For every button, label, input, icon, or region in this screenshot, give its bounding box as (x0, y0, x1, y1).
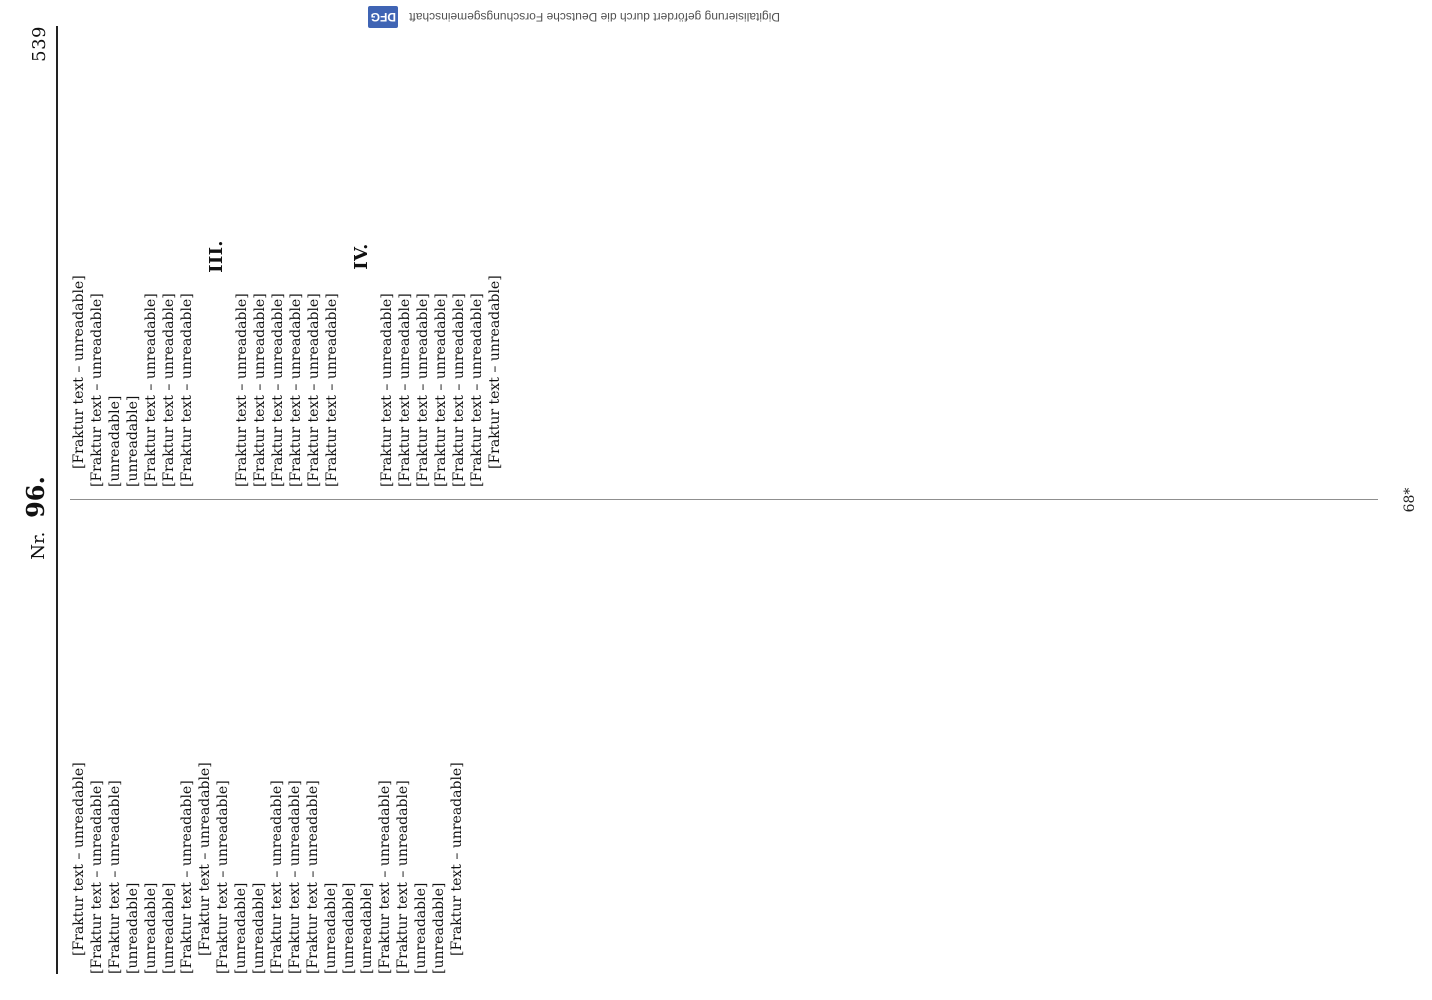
running-head-prefix: Nr. (28, 531, 49, 560)
digitization-stamp-text: Digitalisierung gefördert durch die Deutsche Forschungsgemeinschaft (409, 10, 780, 24)
ledger-row (124, 513, 142, 974)
ledger-row (358, 513, 376, 974)
text-line: [Fraktur text – unreadable] (306, 293, 322, 487)
text-line: [Fraktur text – unreadable] (252, 293, 268, 487)
ledger-row (412, 513, 430, 974)
text-line: [Fraktur text – unreadable] (288, 293, 304, 487)
digitization-stamp (220, 8, 780, 28)
text-line: [Fraktur text – unreadable] (395, 780, 411, 974)
ledger-row (430, 513, 448, 974)
page-number: 539 (29, 26, 50, 62)
ledger-row (124, 26, 142, 487)
page-footnote: 68* (1402, 487, 1418, 513)
text-line: [Fraktur text – unreadable] (234, 293, 250, 487)
text-line: [Fraktur text – unreadable] (397, 293, 413, 487)
ledger-row (160, 513, 178, 974)
ledger-label: [unreadable] (431, 882, 447, 974)
ledger-row (340, 513, 358, 974)
text-line: [Fraktur text – unreadable] (287, 780, 303, 974)
ledger-row (232, 513, 250, 974)
text-line: [Fraktur text – unreadable] (269, 780, 285, 974)
ledger-label: [unreadable] (233, 882, 249, 974)
ledger-row (106, 26, 124, 487)
text-line: [Fraktur text – unreadable] (179, 780, 195, 974)
ledger-label: [unreadable] (413, 882, 429, 974)
text-line: [Fraktur text – unreadable] (143, 293, 159, 487)
text-line: [Fraktur text – unreadable] (469, 293, 485, 487)
dfg-badge: DFG (368, 6, 397, 28)
ledger-label: [unreadable] (341, 882, 357, 974)
text-line: [Fraktur text – unreadable] (107, 780, 123, 974)
running-head-number: 96. (21, 476, 50, 518)
text-line: [Fraktur text – unreadable] (487, 275, 503, 469)
ledger-row (142, 513, 160, 974)
text-line: [Fraktur text – unreadable] (415, 293, 431, 487)
text-line: [Fraktur text – unreadable] (89, 293, 105, 487)
ledger-label: [unreadable] (125, 395, 141, 487)
ledger-label: [unreadable] (125, 882, 141, 974)
text-line: [Fraktur text – unreadable] (179, 293, 195, 487)
running-head (16, 26, 58, 974)
text-line: [Fraktur text – unreadable] (324, 293, 340, 487)
section-title: III. (206, 240, 227, 273)
left-column (70, 513, 1378, 974)
ledger-row (322, 513, 340, 974)
ledger-label: [unreadable] (107, 395, 123, 487)
text-line: [Fraktur text – unreadable] (89, 780, 105, 974)
ledger-label: [unreadable] (161, 882, 177, 974)
ledger-label: [unreadable] (251, 882, 267, 974)
text-line: [Fraktur text – unreadable] (215, 780, 231, 974)
running-head-middle (21, 80, 50, 956)
text-line: [Fraktur text – unreadable] (270, 293, 286, 487)
right-column (70, 26, 1378, 487)
text-line: [Fraktur text – unreadable] (433, 293, 449, 487)
ledger-label: [unreadable] (143, 882, 159, 974)
text-line: [Fraktur text – unreadable] (71, 275, 87, 469)
text-line: [Fraktur text – unreadable] (71, 762, 87, 956)
text-line: [Fraktur text – unreadable] (379, 293, 395, 487)
ledger-row (250, 513, 268, 974)
two-column-body (70, 26, 1378, 974)
ledger-label: [unreadable] (359, 882, 375, 974)
text-line: [Fraktur text – unreadable] (305, 780, 321, 974)
text-line: [Fraktur text – unreadable] (377, 780, 393, 974)
text-line: [Fraktur text – unreadable] (449, 762, 465, 956)
text-line: [Fraktur text – unreadable] (451, 293, 467, 487)
column-divider (70, 499, 1378, 500)
section-title: IV. (351, 243, 372, 270)
ledger-label: [unreadable] (323, 882, 339, 974)
text-line: [Fraktur text – unreadable] (161, 293, 177, 487)
text-line: [Fraktur text – unreadable] (197, 762, 213, 956)
